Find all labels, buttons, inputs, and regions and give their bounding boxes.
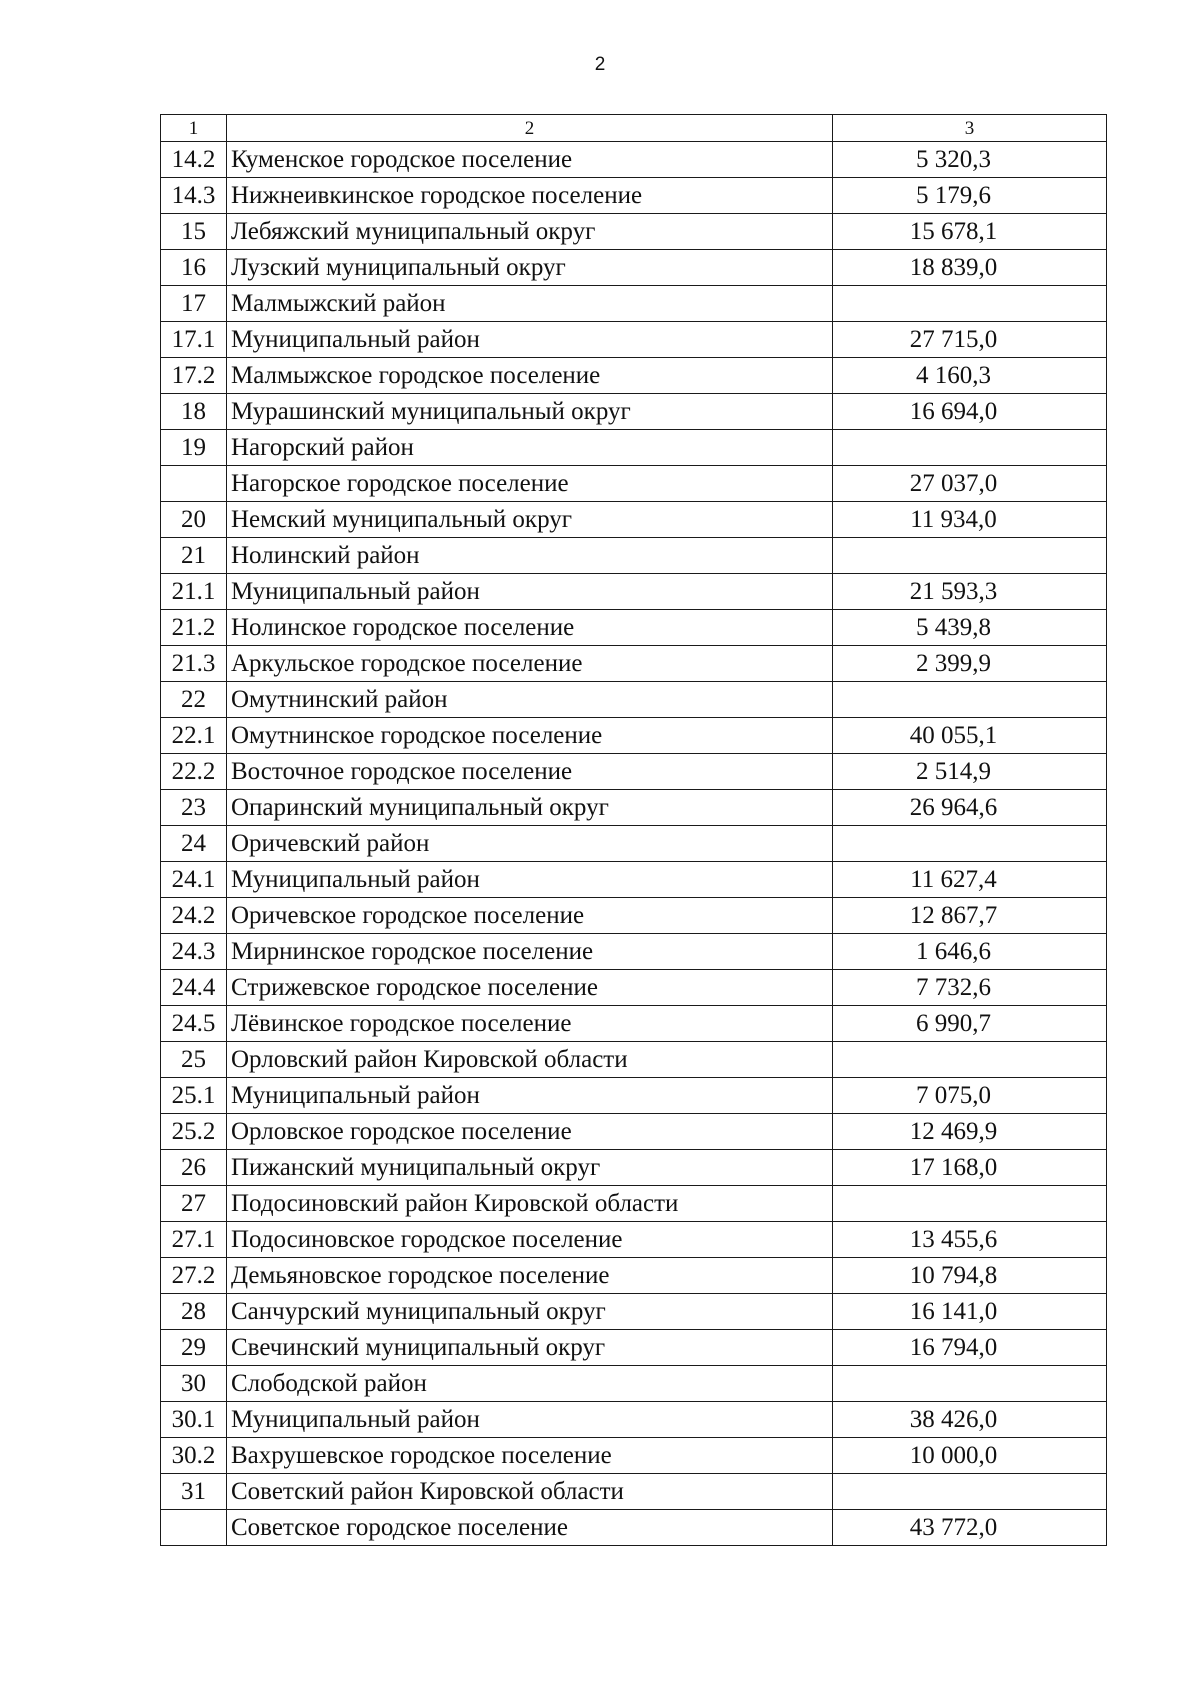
row-name-cell: Подосиновский район Кировской области bbox=[227, 1186, 833, 1222]
table-row bbox=[161, 1006, 1107, 1042]
table-row bbox=[161, 682, 1107, 718]
row-number-cell: 14.3 bbox=[161, 178, 227, 214]
row-name-cell: Аркульское городское поселение bbox=[227, 646, 833, 682]
row-name-cell: Муниципальный район bbox=[227, 574, 833, 610]
row-number-cell: 29 bbox=[161, 1330, 227, 1366]
row-number-cell: 22 bbox=[161, 682, 227, 718]
row-value-cell: 15 678,1 bbox=[833, 214, 1107, 250]
row-number-cell: 24.5 bbox=[161, 1006, 227, 1042]
table-row bbox=[161, 1042, 1107, 1078]
row-name-cell: Вахрушевское городское поселение bbox=[227, 1438, 833, 1474]
table-row bbox=[161, 502, 1107, 538]
table-row bbox=[161, 970, 1107, 1006]
table-row bbox=[161, 358, 1107, 394]
row-name-cell: Восточное городское поселение bbox=[227, 754, 833, 790]
row-number-cell: 27.1 bbox=[161, 1222, 227, 1258]
row-number-cell: 17.2 bbox=[161, 358, 227, 394]
table-row bbox=[161, 1222, 1107, 1258]
allocation-table bbox=[160, 114, 1107, 1546]
row-number-cell: 17.1 bbox=[161, 322, 227, 358]
column-header-value: 3 bbox=[833, 115, 1107, 142]
row-number-cell: 31 bbox=[161, 1474, 227, 1510]
row-name-cell: Нолинский район bbox=[227, 538, 833, 574]
table-row bbox=[161, 574, 1107, 610]
row-value-cell: 11 934,0 bbox=[833, 502, 1107, 538]
table-row bbox=[161, 142, 1107, 178]
table-row bbox=[161, 862, 1107, 898]
row-value-cell: 18 839,0 bbox=[833, 250, 1107, 286]
table-row bbox=[161, 1366, 1107, 1402]
row-number-cell: 25.1 bbox=[161, 1078, 227, 1114]
table-row bbox=[161, 430, 1107, 466]
table-row bbox=[161, 898, 1107, 934]
row-number-cell: 17 bbox=[161, 286, 227, 322]
row-value-cell: 16 694,0 bbox=[833, 394, 1107, 430]
row-value-cell: 12 867,7 bbox=[833, 898, 1107, 934]
row-value-cell: 7 075,0 bbox=[833, 1078, 1107, 1114]
row-value-cell: 1 646,6 bbox=[833, 934, 1107, 970]
table-row bbox=[161, 538, 1107, 574]
row-value-cell bbox=[833, 1366, 1107, 1402]
row-value-cell: 5 179,6 bbox=[833, 178, 1107, 214]
row-value-cell: 12 469,9 bbox=[833, 1114, 1107, 1150]
row-name-cell: Лебяжский муниципальный округ bbox=[227, 214, 833, 250]
row-value-cell: 26 964,6 bbox=[833, 790, 1107, 826]
row-value-cell: 10 000,0 bbox=[833, 1438, 1107, 1474]
row-name-cell: Муниципальный район bbox=[227, 322, 833, 358]
table-row bbox=[161, 934, 1107, 970]
row-name-cell: Демьяновское городское поселение bbox=[227, 1258, 833, 1294]
row-number-cell: 30.2 bbox=[161, 1438, 227, 1474]
table-row bbox=[161, 1438, 1107, 1474]
row-number-cell: 21 bbox=[161, 538, 227, 574]
row-number-cell: 22.1 bbox=[161, 718, 227, 754]
row-name-cell: Лузский муниципальный округ bbox=[227, 250, 833, 286]
row-value-cell bbox=[833, 1042, 1107, 1078]
row-number-cell: 22.2 bbox=[161, 754, 227, 790]
row-name-cell: Мирнинское городское поселение bbox=[227, 934, 833, 970]
row-value-cell: 6 990,7 bbox=[833, 1006, 1107, 1042]
table-row bbox=[161, 790, 1107, 826]
row-number-cell: 30 bbox=[161, 1366, 227, 1402]
table-row bbox=[161, 1474, 1107, 1510]
row-name-cell: Малмыжское городское поселение bbox=[227, 358, 833, 394]
row-number-cell: 26 bbox=[161, 1150, 227, 1186]
row-number-cell: 18 bbox=[161, 394, 227, 430]
row-value-cell bbox=[833, 430, 1107, 466]
table-row bbox=[161, 214, 1107, 250]
row-value-cell bbox=[833, 538, 1107, 574]
row-value-cell: 27 715,0 bbox=[833, 322, 1107, 358]
row-name-cell: Муниципальный район bbox=[227, 862, 833, 898]
row-number-cell: 24 bbox=[161, 826, 227, 862]
row-name-cell: Слободской район bbox=[227, 1366, 833, 1402]
table-body bbox=[161, 115, 1107, 1546]
row-name-cell: Свечинский муниципальный округ bbox=[227, 1330, 833, 1366]
column-header-name: 2 bbox=[227, 115, 833, 142]
row-value-cell: 7 732,6 bbox=[833, 970, 1107, 1006]
row-number-cell: 30.1 bbox=[161, 1402, 227, 1438]
row-number-cell: 27.2 bbox=[161, 1258, 227, 1294]
row-value-cell bbox=[833, 1186, 1107, 1222]
row-number-cell: 19 bbox=[161, 430, 227, 466]
row-number-cell bbox=[161, 1510, 227, 1546]
table-row bbox=[161, 754, 1107, 790]
row-name-cell: Лёвинское городское поселение bbox=[227, 1006, 833, 1042]
row-name-cell: Нолинское городское поселение bbox=[227, 610, 833, 646]
row-name-cell: Нижнеивкинское городское поселение bbox=[227, 178, 833, 214]
table-row bbox=[161, 826, 1107, 862]
row-value-cell: 5 439,8 bbox=[833, 610, 1107, 646]
row-name-cell: Мурашинский муниципальный округ bbox=[227, 394, 833, 430]
row-value-cell bbox=[833, 1474, 1107, 1510]
row-number-cell: 27 bbox=[161, 1186, 227, 1222]
row-number-cell: 24.1 bbox=[161, 862, 227, 898]
row-number-cell: 24.2 bbox=[161, 898, 227, 934]
row-number-cell: 21.3 bbox=[161, 646, 227, 682]
table-row bbox=[161, 1150, 1107, 1186]
row-name-cell: Подосиновское городское поселение bbox=[227, 1222, 833, 1258]
row-value-cell: 11 627,4 bbox=[833, 862, 1107, 898]
row-value-cell: 17 168,0 bbox=[833, 1150, 1107, 1186]
row-name-cell: Санчурский муниципальный округ bbox=[227, 1294, 833, 1330]
table-row bbox=[161, 610, 1107, 646]
row-name-cell: Омутнинское городское поселение bbox=[227, 718, 833, 754]
row-value-cell: 27 037,0 bbox=[833, 466, 1107, 502]
row-name-cell: Орловский район Кировской области bbox=[227, 1042, 833, 1078]
table-row bbox=[161, 1078, 1107, 1114]
row-name-cell: Пижанский муниципальный округ bbox=[227, 1150, 833, 1186]
table-row bbox=[161, 1258, 1107, 1294]
row-name-cell: Омутнинский район bbox=[227, 682, 833, 718]
table-row bbox=[161, 286, 1107, 322]
row-value-cell: 40 055,1 bbox=[833, 718, 1107, 754]
table-row bbox=[161, 1294, 1107, 1330]
table-row bbox=[161, 250, 1107, 286]
row-number-cell: 14.2 bbox=[161, 142, 227, 178]
row-value-cell: 13 455,6 bbox=[833, 1222, 1107, 1258]
row-name-cell: Советское городское поселение bbox=[227, 1510, 833, 1546]
row-name-cell: Немский муниципальный округ bbox=[227, 502, 833, 538]
row-value-cell: 38 426,0 bbox=[833, 1402, 1107, 1438]
row-number-cell: 25.2 bbox=[161, 1114, 227, 1150]
table-row bbox=[161, 1114, 1107, 1150]
row-number-cell: 20 bbox=[161, 502, 227, 538]
row-value-cell: 43 772,0 bbox=[833, 1510, 1107, 1546]
row-name-cell: Муниципальный район bbox=[227, 1402, 833, 1438]
row-name-cell: Советский район Кировской области bbox=[227, 1474, 833, 1510]
row-number-cell: 25 bbox=[161, 1042, 227, 1078]
row-value-cell bbox=[833, 286, 1107, 322]
row-name-cell: Оричевский район bbox=[227, 826, 833, 862]
table-row bbox=[161, 718, 1107, 754]
row-value-cell: 16 141,0 bbox=[833, 1294, 1107, 1330]
table-row bbox=[161, 1402, 1107, 1438]
row-value-cell bbox=[833, 682, 1107, 718]
row-name-cell: Куменское городское поселение bbox=[227, 142, 833, 178]
row-value-cell: 10 794,8 bbox=[833, 1258, 1107, 1294]
table-row bbox=[161, 178, 1107, 214]
row-name-cell: Опаринский муниципальный округ bbox=[227, 790, 833, 826]
page-number: 2 bbox=[594, 54, 606, 75]
row-number-cell: 21.1 bbox=[161, 574, 227, 610]
table-row bbox=[161, 646, 1107, 682]
row-value-cell: 2 514,9 bbox=[833, 754, 1107, 790]
row-number-cell: 28 bbox=[161, 1294, 227, 1330]
row-value-cell: 5 320,3 bbox=[833, 142, 1107, 178]
table-row bbox=[161, 394, 1107, 430]
table-row bbox=[161, 1186, 1107, 1222]
row-number-cell: 15 bbox=[161, 214, 227, 250]
row-value-cell bbox=[833, 826, 1107, 862]
row-number-cell: 16 bbox=[161, 250, 227, 286]
row-value-cell: 4 160,3 bbox=[833, 358, 1107, 394]
row-value-cell: 21 593,3 bbox=[833, 574, 1107, 610]
row-number-cell bbox=[161, 466, 227, 502]
row-value-cell: 16 794,0 bbox=[833, 1330, 1107, 1366]
row-name-cell: Муниципальный район bbox=[227, 1078, 833, 1114]
table-row bbox=[161, 1330, 1107, 1366]
row-name-cell: Малмыжский район bbox=[227, 286, 833, 322]
column-header-number: 1 bbox=[161, 115, 227, 142]
row-number-cell: 23 bbox=[161, 790, 227, 826]
row-name-cell: Орловское городское поселение bbox=[227, 1114, 833, 1150]
row-value-cell: 2 399,9 bbox=[833, 646, 1107, 682]
row-number-cell: 21.2 bbox=[161, 610, 227, 646]
row-number-cell: 24.4 bbox=[161, 970, 227, 1006]
row-name-cell: Нагорское городское поселение bbox=[227, 466, 833, 502]
row-number-cell: 24.3 bbox=[161, 934, 227, 970]
row-name-cell: Нагорский район bbox=[227, 430, 833, 466]
table-row bbox=[161, 466, 1107, 502]
row-name-cell: Стрижевское городское поселение bbox=[227, 970, 833, 1006]
row-name-cell: Оричевское городское поселение bbox=[227, 898, 833, 934]
table-header-row bbox=[161, 115, 1107, 142]
table-row bbox=[161, 322, 1107, 358]
table-row bbox=[161, 1510, 1107, 1546]
